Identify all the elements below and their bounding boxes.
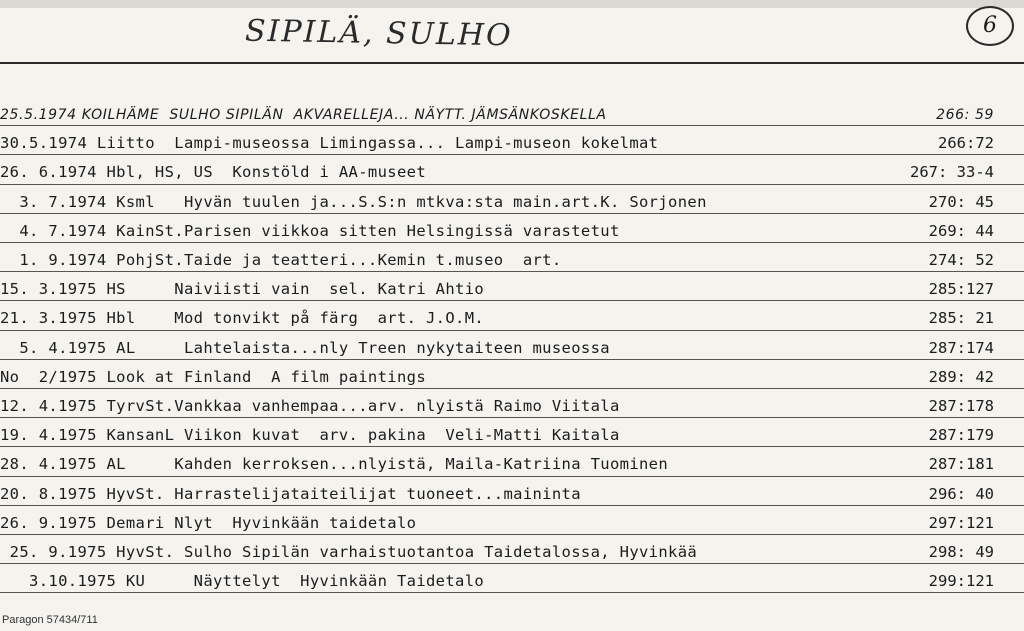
entry-row: [0, 360, 1024, 389]
entry-reference: 270: 45: [928, 192, 994, 211]
entry-text: 26. 9.1975 Demari Nlyt Hyvinkään taidetalo: [0, 513, 417, 532]
scan-edge: [0, 0, 1024, 8]
entry-text: 20. 8.1975 HyvSt. Harrastelijataiteilijat tuoneet...maininta: [0, 484, 581, 503]
printer-imprint: Paragon 57434/711: [2, 614, 98, 626]
card-title: SIPILÄ, SULHO: [244, 13, 513, 54]
entry-row: [0, 389, 1024, 418]
entry-reference: 289: 42: [928, 367, 994, 386]
entry-reference: 287:181: [928, 455, 994, 474]
entry-text: 30.5.1974 Liitto Lampi-museossa Limingassa... Lampi-museon kokelmat: [0, 134, 659, 153]
entry-reference: 287:179: [928, 426, 994, 445]
entry-reference: 274: 52: [928, 251, 994, 269]
entry-row: [0, 97, 1024, 126]
entry-text: 1. 9.1974 PohjSt.Taide ja teatteri...Kemin t.museo art.: [0, 251, 562, 269]
entry-row: [0, 126, 1024, 155]
entry-reference: 267: 33-4: [910, 163, 994, 182]
header-rule: [0, 62, 1024, 64]
entry-row: [0, 564, 1024, 593]
entry-reference: 299:121: [928, 572, 994, 591]
entry-text: No 2/1975 Look at Finland A film paintings: [0, 367, 426, 386]
entry-row: [0, 301, 1024, 330]
entry-row: [0, 418, 1024, 447]
entry-row: [0, 477, 1024, 506]
entry-text: 28. 4.1975 AL Kahden kerroksen...nlyistä, Maila-Katriina Tuominen: [0, 455, 669, 474]
entry-text: 15. 3.1975 HS Naiviisti vain sel. Katri Ahtio: [0, 280, 485, 299]
entry-text: 25.5.1974 KOILHÄME SULHO SIPILÄN AKVARELLEJA... NÄYTT. JÄMSÄNKOSKELLA: [0, 107, 607, 123]
entry-reference: 266:72: [938, 134, 994, 153]
entry-row: [0, 185, 1024, 214]
entry-row: [0, 155, 1024, 184]
entry-row: [0, 331, 1024, 360]
entry-text: 25. 9.1975 HyvSt. Sulho Sipilän varhaistuotantoa Taidetalossa, Hyvinkää: [0, 543, 698, 561]
entry-text: 3. 7.1974 Ksml Hyvän tuulen ja...S.S:n mtkva:sta main.art.K. Sorjonen: [0, 192, 707, 211]
entry-reference: 287:178: [928, 397, 994, 415]
entry-row: [0, 535, 1024, 564]
entry-reference: 287:174: [928, 338, 994, 357]
entry-row: [0, 272, 1024, 301]
entry-reference: 285: 21: [928, 309, 994, 328]
entry-row: [0, 214, 1024, 243]
entry-row: [0, 243, 1024, 272]
entry-row: [0, 506, 1024, 535]
entry-reference: 296: 40: [928, 484, 994, 503]
entry-reference: 298: 49: [928, 543, 994, 561]
entry-text: 21. 3.1975 Hbl Mod tonvikt på färg art. J.O.M.: [0, 309, 485, 328]
entry-text: 5. 4.1975 AL Lahtelaista...nly Treen nykytaiteen museossa: [0, 338, 610, 357]
entry-reference: 285:127: [928, 280, 994, 299]
entry-text: 19. 4.1975 KansanL Viikon kuvat arv. pakina Veli-Matti Kaitala: [0, 426, 620, 445]
entry-text: 4. 7.1974 KainSt.Parisen viikkoa sitten Helsingissä varastetut: [0, 221, 620, 240]
entry-text: 3.10.1975 KU Näyttelyt Hyvinkään Taidetalo: [0, 572, 485, 591]
entry-reference: 297:121: [928, 513, 994, 532]
entry-text: 12. 4.1975 TyrvSt.Vankkaa vanhempaa...arv. nlyistä Raimo Viitala: [0, 397, 620, 415]
entry-reference: 269: 44: [928, 221, 994, 240]
entry-reference: 266: 59: [936, 107, 994, 123]
card-number-circle: 6: [966, 6, 1014, 46]
entry-row: [0, 447, 1024, 476]
entry-text: 26. 6.1974 Hbl, HS, US Konstöld i AA-museet: [0, 163, 426, 182]
